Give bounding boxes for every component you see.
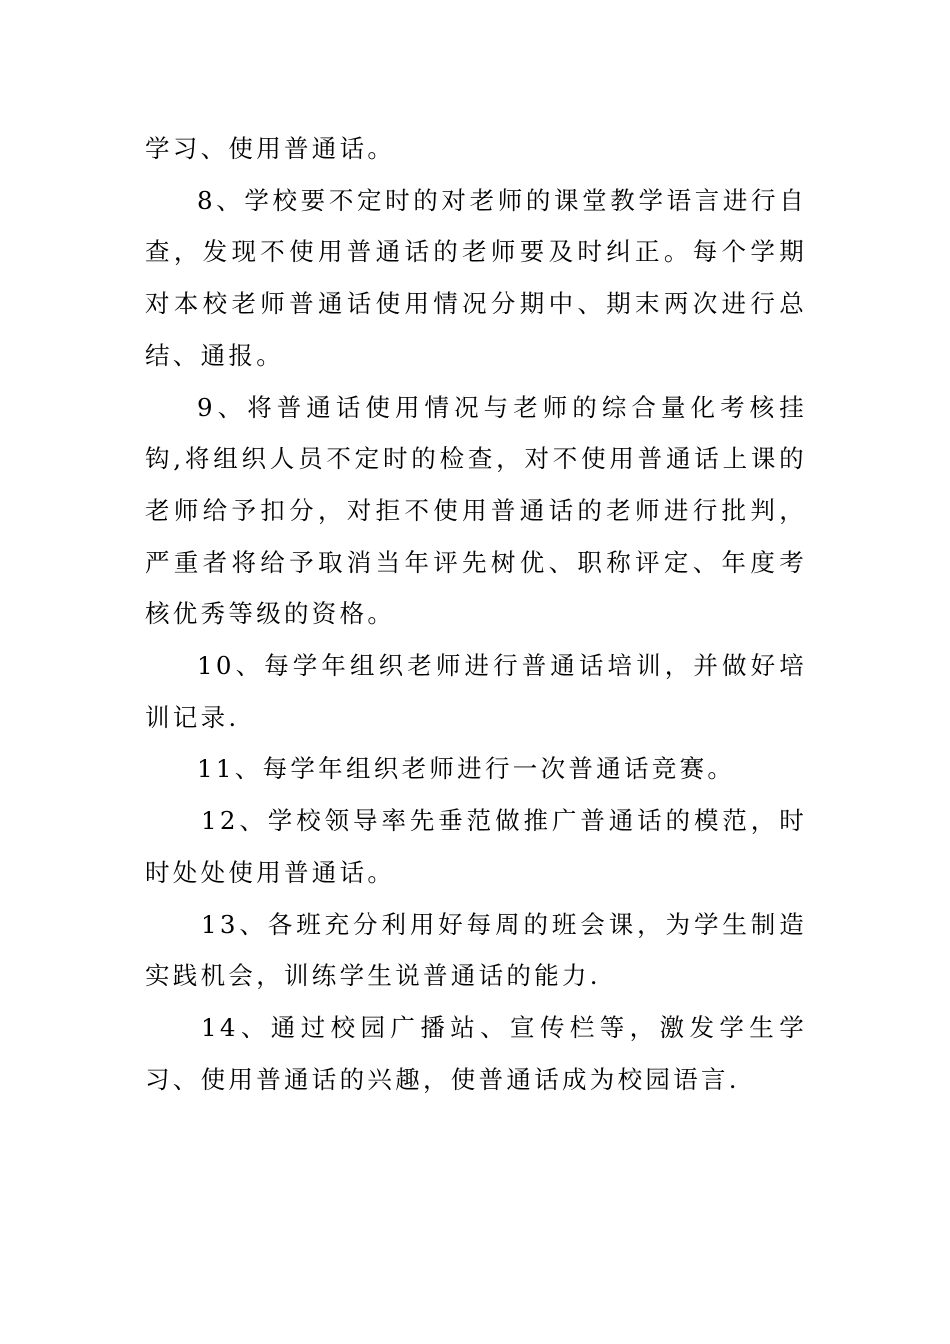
paragraph-item-8: 8、学校要不定时的对老师的课堂教学语言进行自查，发现不使用普通话的老师要及时纠正。每个学期对本校老师普通话使用情况分期中、期末两次进行总结、通报。 — [145, 185, 807, 370]
paragraph-item-12: 12、学校领导率先垂范做推广普通话的模范，时时处处使用普通话。 — [145, 806, 807, 887]
paragraph-continuation: 学习、使用普通话。 — [145, 134, 396, 163]
paragraph-item-10: 10、每学年组织老师进行普通话培训，并做好培训记录. — [145, 651, 807, 732]
paragraph-item-13: 13、各班充分利用好每周的班会课，为学生制造实践机会，训练学生说普通话的能力. — [145, 909, 807, 991]
paragraph-item-14: 14、通过校园广播站、宣传栏等，激发学生学习、使用普通话的兴趣，使普通话成为校园语言. — [145, 1012, 807, 1094]
document-body — [145, 123, 807, 1105]
paragraph-item-9: 9、将普通话使用情况与老师的综合量化考核挂钩,将组织人员不定时的检查，对不使用普通话上课的老师给予扣分，对拒不使用普通话的老师进行批判，严重者将给予取消当年评先树优、职称评定、年度考核优秀等级的资格。 — [145, 392, 807, 629]
paragraph-item-11: 11、每学年组织老师进行一次普通话竞赛。 — [197, 754, 736, 784]
